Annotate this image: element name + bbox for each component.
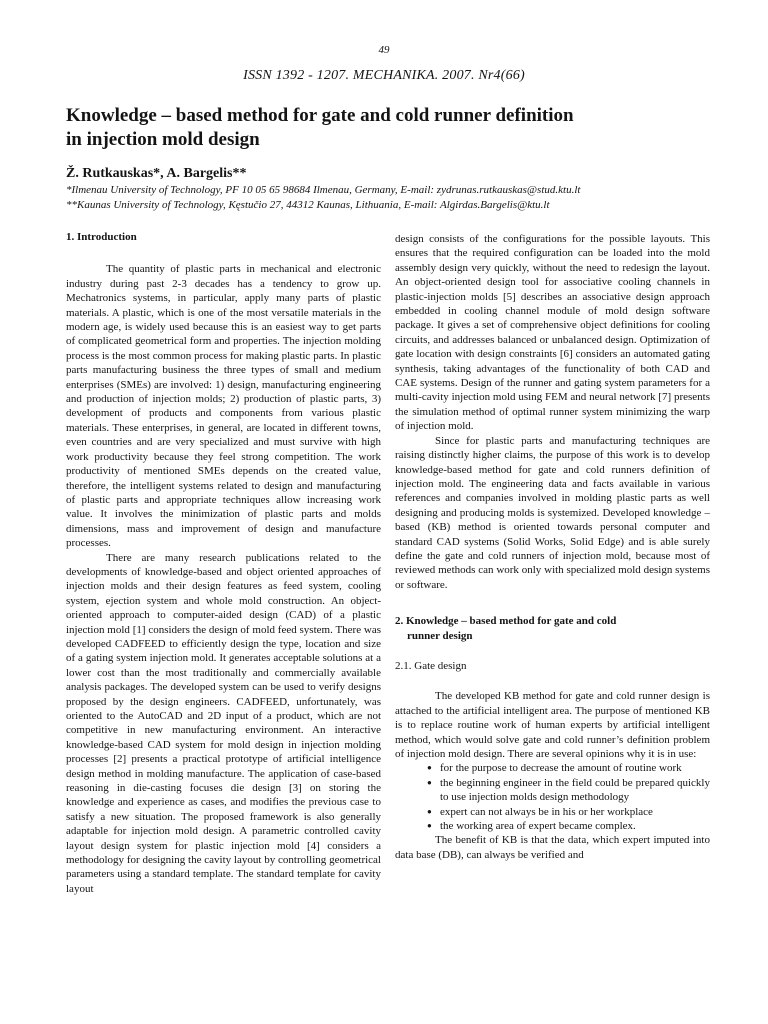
paragraph: The developed KB method for gate and cold runner design is attached to the artificial intelligent area. The purpose of mentioned KB is to replace routine work of human experts by artificial intelligent method, which would solve gate and cold runner’s definition problem of injection mold design. There are several opinions why it is in use: bbox=[395, 690, 710, 760]
list-item: ● the working area of expert became complex. bbox=[429, 819, 710, 833]
authors: Ž. Rutkauskas*, A. Bargelis** bbox=[66, 166, 247, 181]
left-column bbox=[66, 230, 381, 896]
section-heading-2-line-1: 2. Knowledge – based method for gate and cold bbox=[395, 615, 617, 628]
list-item: ● the beginning engineer in the field could be prepared quickly to use injection molds design methodology bbox=[429, 776, 710, 805]
affiliation-2: **Kaunas University of Technology, Kęstučio 27, 44312 Kaunas, Lithuania, E-mail: Algirdas.Bargelis@ktu.lt bbox=[66, 199, 550, 211]
paragraph: Since for plastic parts and manufacturing techniques are raising distinctly higher claims, the purpose of this work is to develop knowledge-based method for gate and cold runners definition of injection mold. The engineering data and facts available in various references and companies involved in molding plastic parts as well designing and producing molds is systemized. Developed knowledge – based (KB) method is oriented towards personal computer and standard CAD systems (Solid Works, Solid Edge) and is able surely define the gate and cold runners of injection mold, because most of reviewed methods can work only with specialized mold design systems or software. bbox=[395, 434, 710, 591]
section-heading-introduction: 1. Introduction bbox=[66, 231, 137, 243]
list-item: ● expert can not always be in his or her workplace bbox=[429, 805, 710, 819]
section-heading-2-line-2: runner design bbox=[407, 629, 473, 642]
affiliation-1: *Ilmenau University of Technology, PF 10 05 65 98684 Ilmenau, Germany, E-mail: zydrunas.rutkauskas@stud.ktu.lt bbox=[66, 184, 581, 196]
paragraph: There are many research publications related to the developments of knowledge-based and object oriented approaches of injection molds and their design features as feed system, cooling system, ejection system and whole mold construction. An object-oriented approach to computer-aided design (CAD) of a plastic injection mold [1] considers the design of mold feed system. There was developed CADFEED to efficiently design the type, location and size of a gating system injection mold. It generates acceptable solutions at a lower cost than the most traditionally and commercially available analysis packages. The developed system can be used to verify designs proposed by the design engineers. CADFEED, unfortunately, was oriented to the AutoCAD and 2D input of a product, which are not competitive in new manufacturing environment. An interactive knowledge-based CAD system for mold design in injection molding processes [2] presents a practical prototype of artificial intelligence design method in molding manufacture. The application of case-based reasoning in die-casting focuses die design [3] on storing the knowledge and experience as cases, and modifies the previous case to satisfy a new situation. The proposed framework is also generally adaptable for injection mold design. A parametric controlled cavity layout design system for plastic injection mold [4] considers a methodology for designing the cavity layout by controlling geometrical parameters using a standard template. The standard template for cavity layout bbox=[66, 551, 381, 895]
journal-header: ISSN 1392 - 1207. MECHANIKA. 2007. Nr4(66) bbox=[243, 68, 525, 83]
bullet-list bbox=[395, 761, 710, 833]
article-title bbox=[66, 104, 706, 152]
section-heading-2 bbox=[395, 614, 710, 643]
title-line-1: Knowledge – based method for gate and cold runner definition bbox=[66, 105, 574, 126]
title-line-2: in injection mold design bbox=[66, 129, 260, 150]
list-item: ● for the purpose to decrease the amount of routine work bbox=[429, 761, 710, 775]
paragraph: design consists of the configurations for the possible layouts. This ensures that the required configuration can be loaded into the mold assembly design very quickly, without the need to redesign the layout. An object-oriented design tool for associative cooling channels in plastic-injection molds [5] describes an associative design approach embedded in cooling channel module of mold design software package. It gives a set of comprehensive object definitions for cooling circuits, and addresses balanced or unbalanced design. Optimization of gate location with design constraints [6] considers an automated gating synthesis, taking advantages of the functionality of both CAD and CAE systems. Design of the runner and gating system parameters for a multi-cavity injection mold using FEM and neural network [7] presents the simulation method of optimal runner system minimizing the warp of injection mold. bbox=[395, 233, 710, 433]
page-number: 49 bbox=[378, 44, 390, 56]
subsection-heading-gate-design: 2.1. Gate design bbox=[395, 659, 467, 672]
paragraph: The quantity of plastic parts in mechanical and electronic industry during past 2-3 decades has a tendency to grow up. Mechatronics systems, in particular, apply many parts of plastic materials. A plastic, which is one of the most versatile materials in the modern age, is widely used because this is an easiest way to get parts of complicated geometrical form and properties. The injection molding process is the most common process for making plastic parts. In plastic parts manufacturing business the three types of small and medium enterprises (SMEs) are involved: 1) design, manufacturing engineering and production of injection molds; 2) production of plastic parts, 3) development of products and components from various plastic materials. These enterprises, in general, are located in different towns, even countries and are very specialized and must survive with high work productivity because they feel strong competition. The work productivity of mentioned SMEs depends on the created value, therefore, the intelligent systems related to design and manufacturing of plastic parts and appropriate techniques allow increasing work value. It involves the minimization of plastic parts and molds dimensions, mass and improvement of design and manufacture processes. bbox=[66, 263, 381, 550]
paragraph: The benefit of KB is that the data, which expert imputed into data base (DB), can always be verified and bbox=[395, 834, 710, 861]
right-column bbox=[395, 232, 710, 862]
